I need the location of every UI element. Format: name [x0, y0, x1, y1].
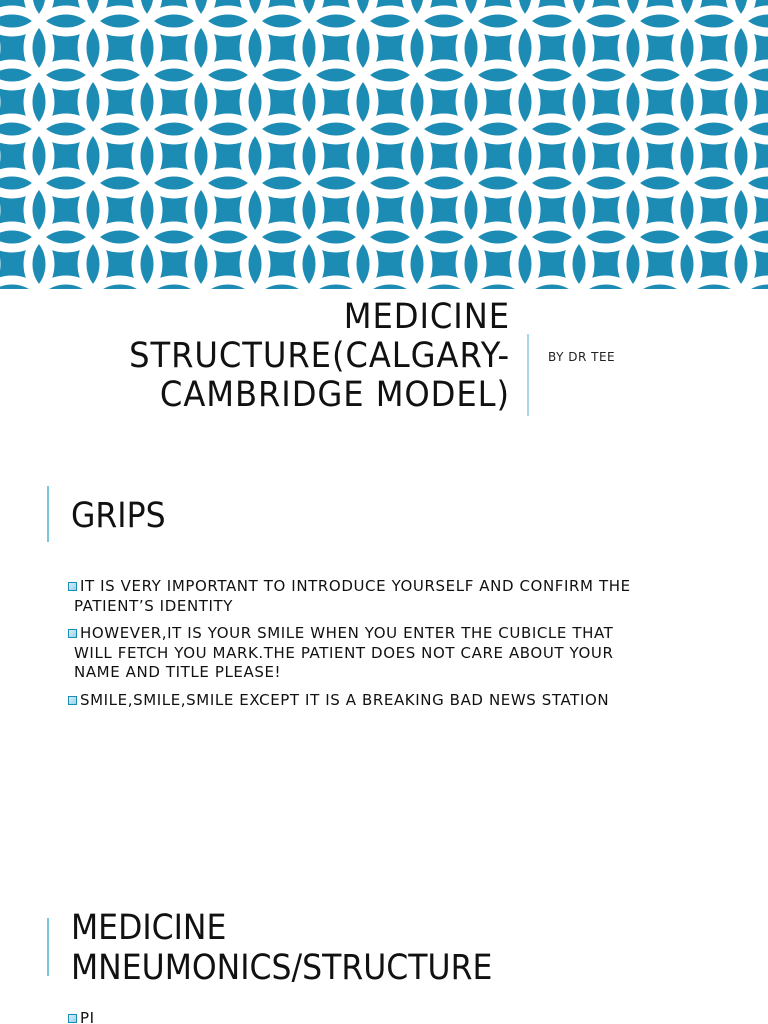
grips-accent-bar — [47, 486, 49, 542]
mnemonics-heading — [71, 908, 492, 988]
list-item: PI — [66, 1009, 706, 1024]
grips-bullet-list — [66, 577, 706, 718]
list-item: SMILE,SMILE,SMILE EXCEPT IT IS A BREAKING BAD NEWS STATION — [66, 691, 706, 711]
square-bullet-icon — [68, 629, 77, 638]
title-line-3: CAMBRIDGE MODEL) — [159, 375, 510, 415]
title-line-1: MEDICINE — [343, 297, 510, 337]
list-item: HOWEVER,IT IS YOUR SMILE WHEN YOU ENTER THE CUBICLE THAT WILL FETCH YOU MARK.THE PATIENT DOES NOT CARE ABOUT YOUR NAME AND TITLE PLEASE! — [66, 624, 706, 683]
mnemonics-heading-line-1: MEDICINE — [71, 908, 227, 948]
grips-heading: GRIPS — [71, 496, 166, 536]
square-bullet-icon — [68, 1014, 77, 1023]
mnemonics-bullet-list — [66, 1009, 706, 1024]
decorative-pattern-banner — [0, 0, 768, 289]
interlocking-circles-pattern — [0, 0, 768, 289]
square-bullet-icon — [68, 696, 77, 705]
mnemonics-accent-bar — [47, 918, 49, 976]
presentation-title — [96, 298, 510, 415]
title-divider — [527, 334, 529, 416]
title-line-2: STRUCTURE(CALGARY- — [129, 336, 511, 376]
square-bullet-icon — [68, 582, 77, 591]
author-byline: BY DR TEE — [548, 350, 616, 364]
list-item: IT IS VERY IMPORTANT TO INTRODUCE YOURSELF AND CONFIRM THE PATIENT’S IDENTITY — [66, 577, 706, 616]
mnemonics-heading-line-2: MNEUMONICS/STRUCTURE — [71, 948, 493, 988]
